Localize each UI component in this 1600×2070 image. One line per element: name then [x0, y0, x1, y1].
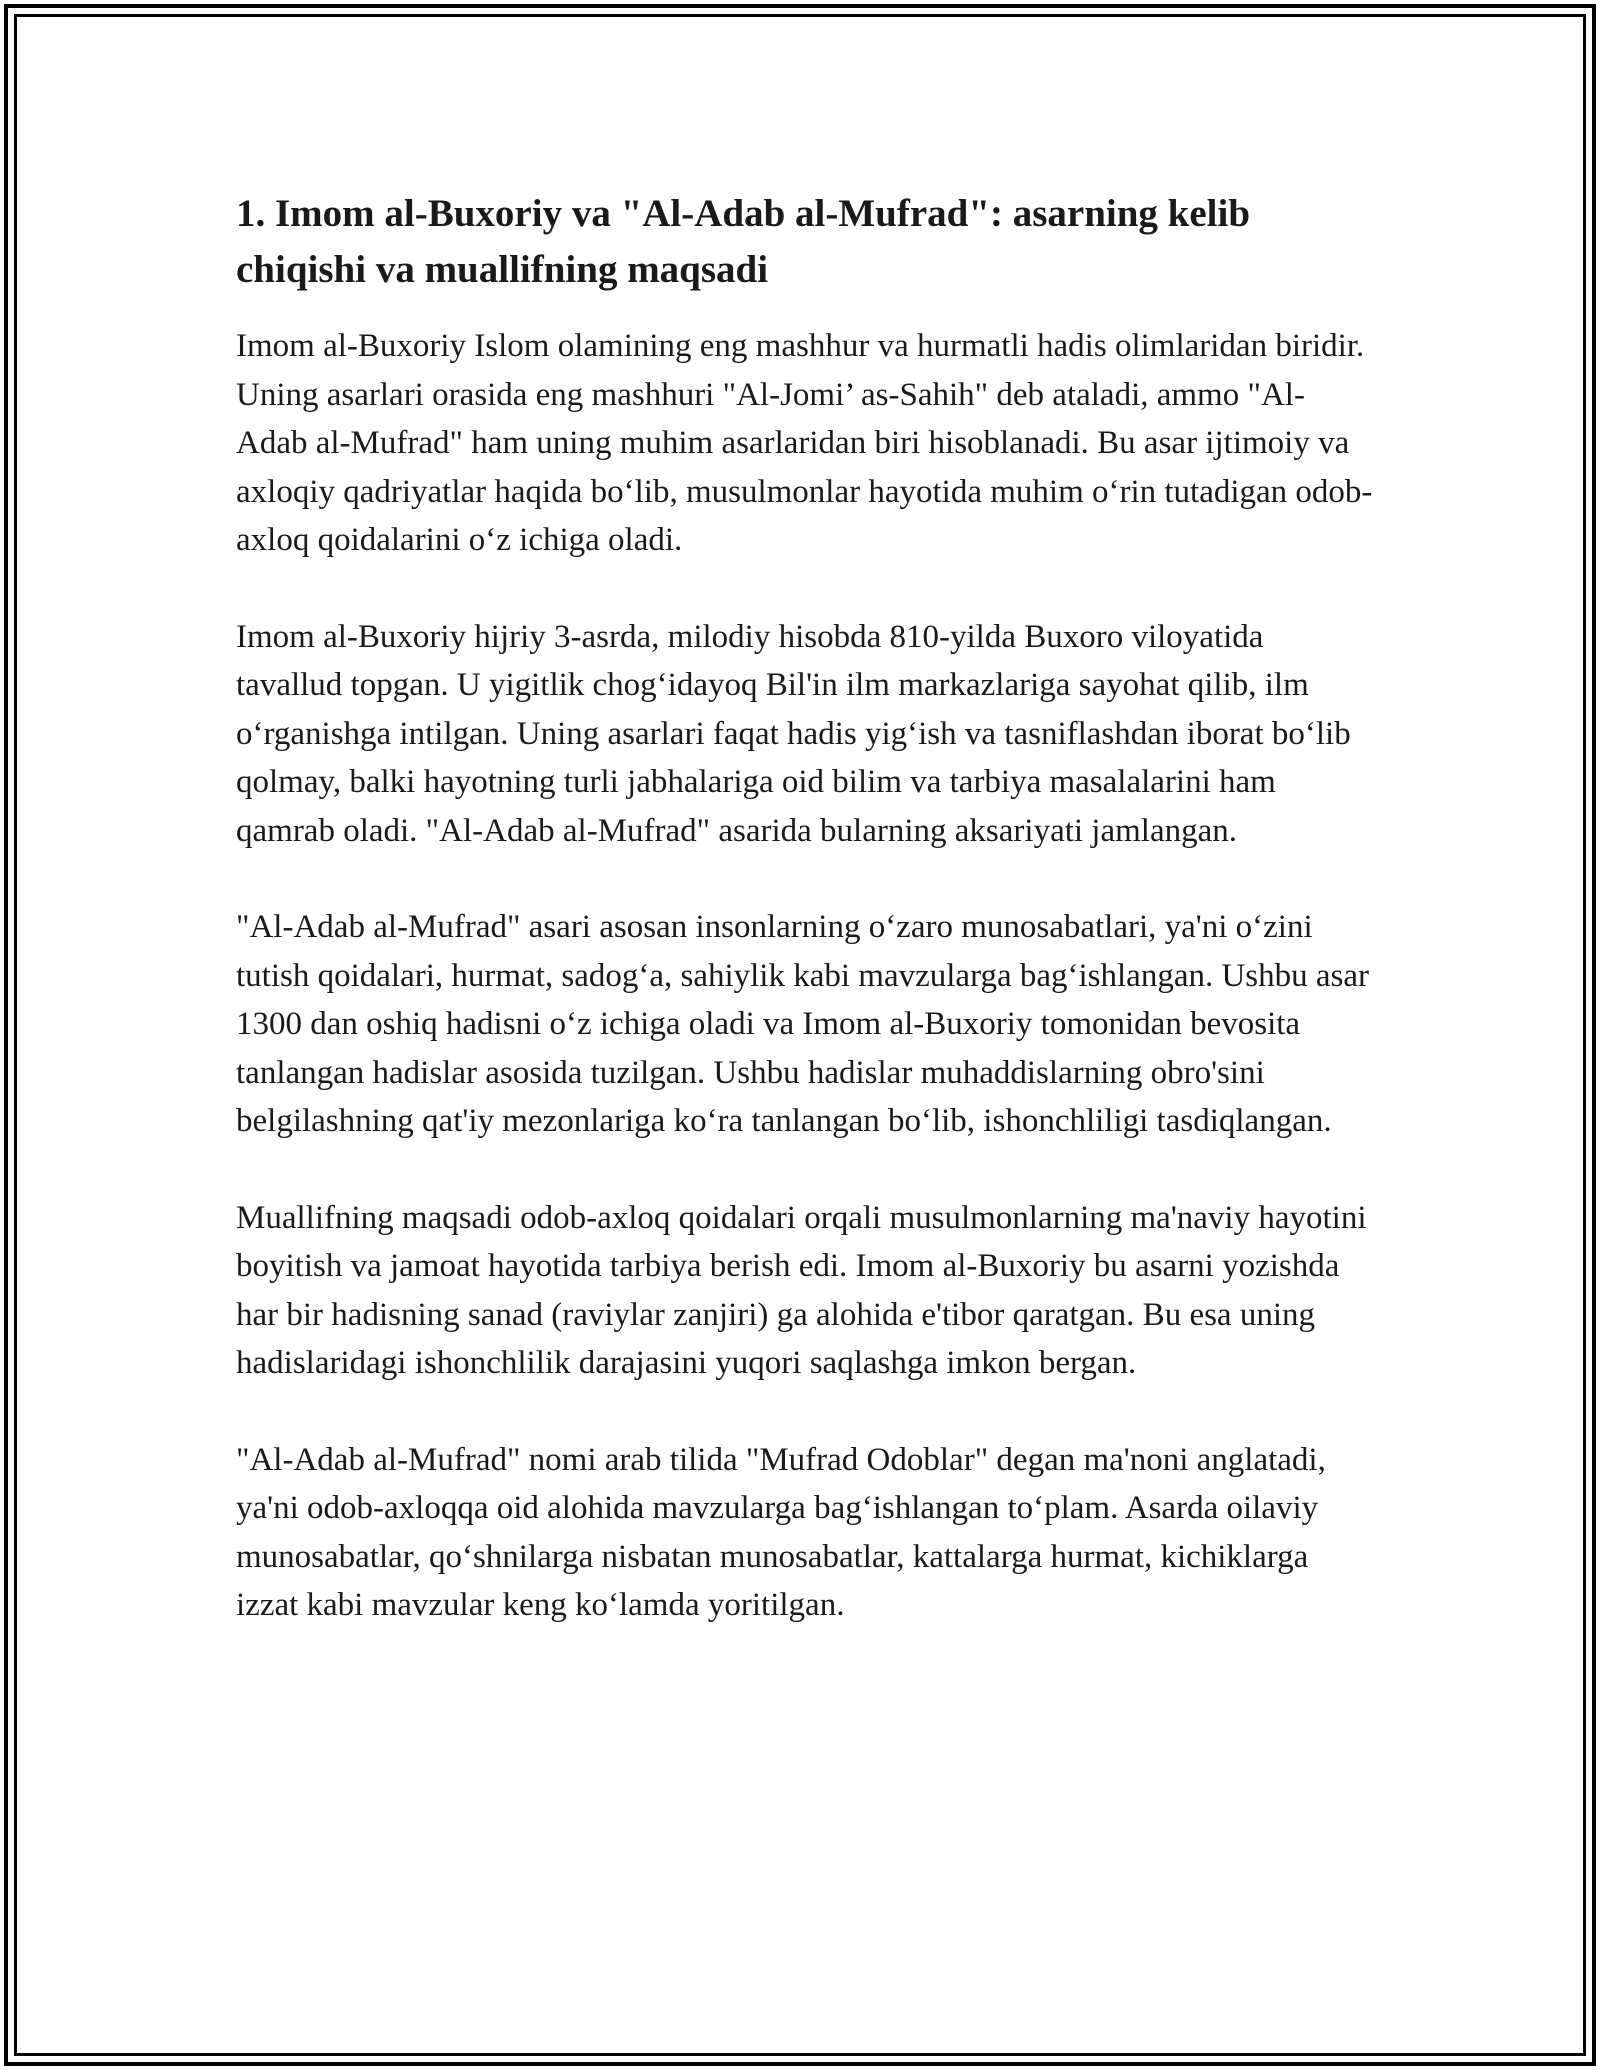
paragraph-content: "Al-Adab al-Mufrad" asari asosan insonlarning oʻzaro munosabatlari, ya'ni oʻzini tutish qoidalari, hurmat, sadogʻa, sahiylik kabi mavzularga bagʻishlangan. Ushbu asar 1300 dan oshiq hadisni oʻz ichiga oladi va Imom al-Buxoriy tomonidan bevosita tanlangan hadislar asosida tuzilgan. Ushbu hadislar muhaddislarning obro'sini belgilashning qat'iy mezonlariga koʻra tanlangan boʻlib, ishonchliligi tasdiqlangan. [236, 909, 1370, 1139]
section-heading: 1. Imom al-Buxoriy va "Al-Adab al-Mufrad": asarning kelib chiqishi va muallifning maqsadi [236, 192, 1251, 291]
paragraph-intro: Imom al-Buxoriy Islom olamining eng mashhur va hurmatli hadis olimlaridan biridir. Uning asarlari orasida eng mashhuri "Al-Jomi’ as-Sahih" deb ataladi, ammo "Al-Adab al-Mufrad" ham uning muhim asarlaridan biri hisoblanadi. Bu asar ijtimoiy va axloqiy qadriyatlar haqida boʻlib, musulmonlar hayotida muhim oʻrin tutadigan odob-axloq qoidalarini oʻz ichiga oladi. [236, 328, 1373, 558]
document-body [236, 186, 1376, 1630]
paragraph-title-meaning: "Al-Adab al-Mufrad" nomi arab tilida "Mufrad Odoblar" degan ma'noni anglatadi, ya'ni odob-axloqqa oid alohida mavzularga bagʻishlangan toʻplam. Asarda oilaviy munosabatlar, qoʻshnilarga nisbatan munosabatlar, kattalarga hurmat, kichiklarga izzat kabi mavzular keng koʻlamda yoritilgan. [236, 1441, 1326, 1623]
paragraph-purpose: Muallifning maqsadi odob-axloq qoidalari orqali musulmonlarning ma'naviy hayotini boyitish va jamoat hayotida tarbiya berish edi. Imom al-Buxoriy bu asarni yozishda har bir hadisning sanad (raviylar zanjiri) ga alohida e'tibor qaratgan. Bu esa uning hadislaridagi ishonchlilik darajasini yuqori saqlashga imkon bergan. [236, 1199, 1367, 1381]
paragraph-biography: Imom al-Buxoriy hijriy 3-asrda, milodiy hisobda 810-yilda Buxoro viloyatida tavallud topgan. U yigitlik chogʻidayoq Bil'in ilm markazlariga sayohat qilib, ilm oʻrganishga intilgan. Uning asarlari faqat hadis yigʻish va tasniflashdan iborat boʻlib qolmay, balki hayotning turli jabhalariga oid bilim va tarbiya masalalarini ham qamrab oladi. "Al-Adab al-Mufrad" asarida bularning aksariyati jamlangan. [236, 618, 1351, 849]
